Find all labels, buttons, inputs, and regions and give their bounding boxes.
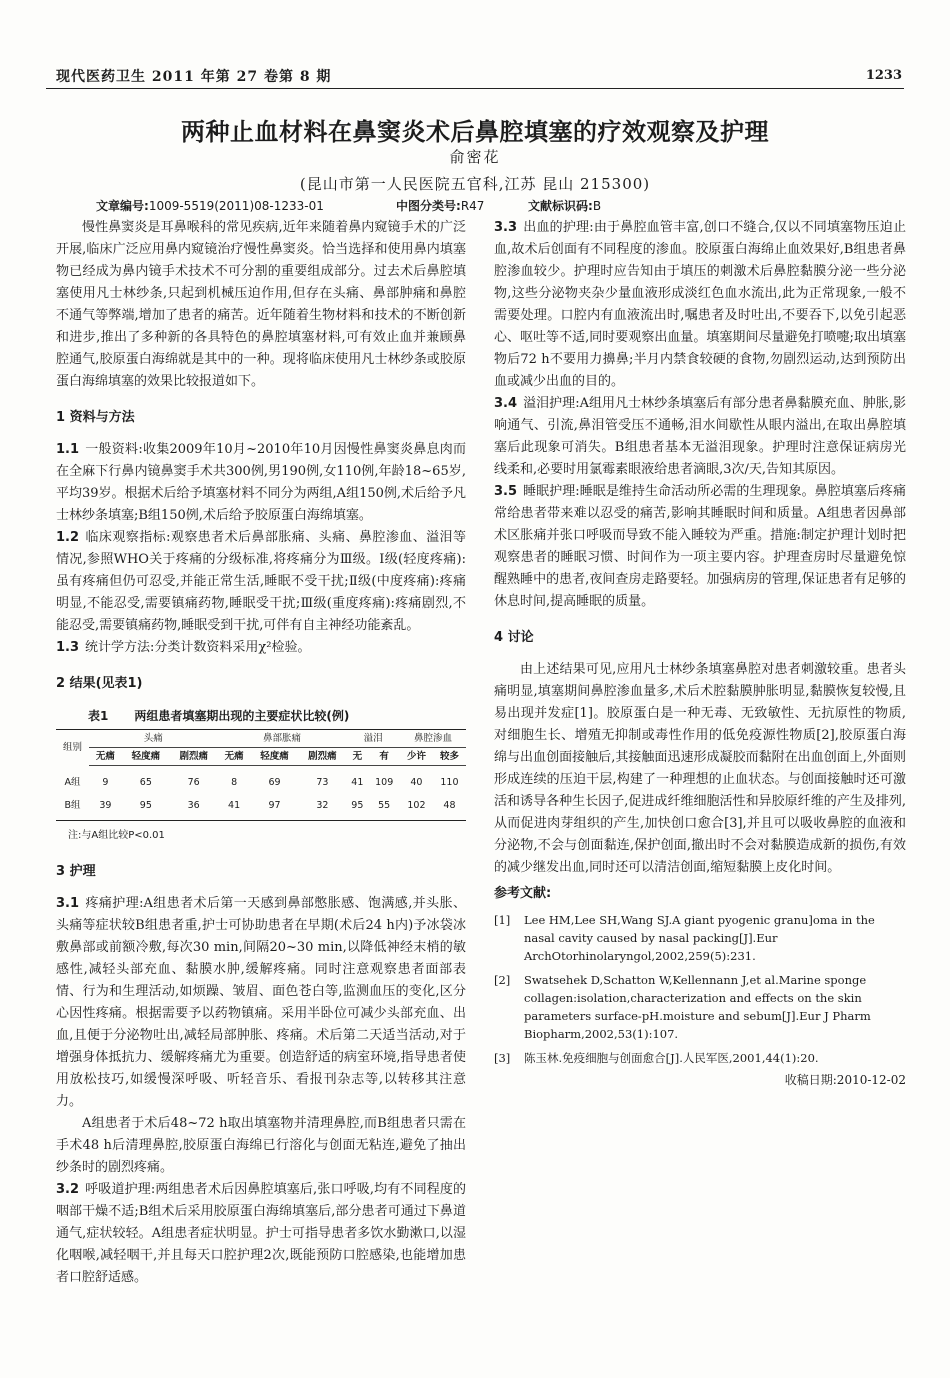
right-column	[494, 217, 906, 1091]
table-subheader: 有	[368, 748, 400, 766]
paragraph: 3.2 呼吸道护理:两组患者术后因鼻腔填塞后,张口呼吸,均有不同程度的咽部干燥不适;B组术后采用胶原蛋白海绵填塞后,部分患者可通过下鼻道通气,症状较轻。A组患者症状明显。护士可指导患者多饮水勤漱口,以湿化咽喉,减轻咽干,并且每天口腔护理2次,既能预防口腔感染,也能增加患者口腔舒适感。	[56, 1182, 466, 1285]
reference-item: [3] 陈玉林.免疫细胞与创面愈合[J].人民军医,2001,44(1):20.	[494, 1051, 819, 1065]
page-number: 1233	[865, 68, 902, 83]
paragraph: 1.2 临床观察指标:观察患者术后鼻部胀痛、头痛、鼻腔渗血、溢泪等情况,参照WHO关于疼痛的分级标准,将疼痛分为Ⅲ级。Ⅰ级(轻度疼痛):虽有疼痛但仍可忍受,并能正常生活,睡眠不受干扰;Ⅱ级(中度疼痛):疼痛明显,不能忍受,需要镇痛药物,睡眠受干扰;Ⅲ级(重度疼痛):疼痛剧烈,不能忍受,需要镇痛药物,睡眠受到干扰,可伴有自主神经功能紊乱。	[56, 530, 466, 633]
received-date: 收稿日期:2010-12-02	[784, 1073, 906, 1087]
table-header: 头痛	[89, 730, 218, 748]
section-heading: 4 讨论	[494, 630, 534, 645]
left-column	[56, 217, 466, 1289]
table-subheader: 无痛	[218, 748, 251, 766]
table-subheader: 无痛	[89, 748, 122, 766]
paragraph: 3.1 疼痛护理:A组患者术后第一天感到鼻部憋胀感、饱满感,并头胀、头痛等症状较B组患者重,护士可协助患者在早期(术后24 h内)予冰袋冰敷鼻部或前额冷敷,每次30 min,间隔20~30 min,以降低神经末梢的敏感性,减轻头部充血、黏膜水肿,缓解疼痛。同时注意观察患者面部表情、行为和生理活动,如烦躁、皱眉、面色苍白等,监测血压的变化,区分心因性疼痛。根据需要予以药物镇痛。采用半卧位可减少头部充血、出血,且便于分泌物吐出,减轻局部肿胀、疼痛。术后第二天适当活动,对于增强身体抵抗力、缓解疼痛尤为重要。创造舒适的病室环境,指导患者使用放松技巧,如缓慢深呼吸、听轻音乐、看报刊杂志等,以转移其注意力。	[56, 896, 466, 1109]
author: 俞密花	[449, 148, 501, 166]
table-subheader: 剧烈痛	[298, 748, 346, 766]
journal-name: 现代医药卫生 2011 年第 27 卷第 8 期	[56, 69, 332, 85]
reference-item: [1] Lee HM,Lee SH,Wang SJ.A giant pyogenic granu]oma in the nasal cavity caused by nasal packing[J].Eur ArchOtorhinolaryngol,2002,259(5):231.	[494, 913, 875, 963]
results-table	[56, 729, 466, 821]
section-heading: 3 护理	[56, 864, 96, 879]
running-header	[46, 62, 904, 89]
paragraph: A组患者于术后48~72 h取出填塞物并清理鼻腔,而B组患者只需在手术48 h后清理鼻腔,胶原蛋白海绵已行溶化与创面无粘连,避免了抽出纱条时的剧烈疼痛。	[56, 1116, 466, 1175]
article-title: 两种止血材料在鼻窦炎术后鼻腔填塞的疗效观察及护理	[181, 118, 769, 146]
paragraph: 1.1 一般资料:收集2009年10月~2010年10月因慢性鼻窦炎鼻息肉而在全麻下行鼻内镜鼻窦手术共300例,男190例,女110例,年龄18~65岁,平均39岁。根据术后给予填塞材料不同分为两组,A组150例,术后给予凡士林纱条填塞;B组150例,术后给予胶原蛋白海绵填塞。	[56, 442, 467, 523]
table-header: 鼻腔渗血	[400, 730, 466, 748]
table-group-header: 组别	[56, 730, 89, 766]
paragraph: 3.4 溢泪护理:A组用凡士林纱条填塞后有部分患者鼻黏膜充血、肿胀,影响通气、引流,鼻泪管受压不通畅,泪水间歇性从眼内溢出,在取出鼻腔填塞后此现象可消失。B组患者基本无溢泪现象。护理时注意保证病房光线柔和,必要时用氯霉素眼液给患者滴眼,3次/天,告知其原因。	[494, 396, 906, 477]
table-subheader: 轻度痛	[251, 748, 299, 766]
reference-item: [2] Swatsehek D,Schatton W,Kellennann J,et al.Marine sponge collagen:isolation,characterization and effects on the skin parameters surface-pH.moisture and sebum[J].Eur J Pharm Biopharm,2002,53(1):107.	[494, 973, 871, 1041]
table-row: B组 39 95 36 41 97 32 95 55 102 48	[56, 791, 466, 821]
table-header: 溢泪	[346, 730, 400, 748]
intro-paragraph: 慢性鼻窦炎是耳鼻喉科的常见疾病,近年来随着鼻内窥镜手术的广泛开展,临床广泛应用鼻内窥镜治疗慢性鼻窦炎。恰当选择和使用鼻内填塞物已经成为鼻内镜手术技术不可分割的重要组成部分。过去术后鼻腔填塞使用凡士林纱条,只起到机械压迫作用,但存在头痛、鼻部肿痛和鼻腔不通气等弊端,增加了患者的痛苦。近年随着生物材料和技术的不断创新和进步,推出了多种新的各具特色的鼻腔填塞材料,可有效止血并兼顾鼻腔通气,胶原蛋白海绵就是其中的一种。现将临床使用凡士林纱条或胶原蛋白海绵填塞的效果比较报道如下。	[56, 220, 466, 389]
discussion-paragraph: 由上述结果可见,应用凡士林纱条填塞鼻腔对患者刺激较重。患者头痛明显,填塞期间鼻腔渗血量多,术后术腔黏膜肿胀明显,黏膜恢复较慢,且易出现并发症[1]。胶原蛋白是一种无毒、无致敏性、无抗原性的物质,对细胞生长、增殖无抑制或毒性作用的低免疫源性物质[2],胶原蛋白海绵与出血创面接触后,其接触面迅速形成凝胶而黏附在出血创面上,外面则形成连续的压迫干层,构建了一种理想的止血状态。与创面接触时还可激活和诱导各种生长因子,促进成纤维细胞活性和异胶原纤维的产生及排列,从而促进肉芽组织的产生,加快创口愈合[3],并且可以吸收鼻腔的血液和分泌物,不会与创面黏连,保护创面,撤出时不会对黏膜造成新的损伤,有效的减少继发出血,同时还可以清洁创面,缩短黏膜上皮化时间。	[494, 662, 906, 875]
article-number: 文章编号:1009-5519(2011)08-1233-01	[96, 199, 324, 213]
paragraph: 3.5 睡眠护理:睡眠是维持生命活动所必需的生理现象。鼻腔填塞后疼痛常给患者带来难以忍受的痛苦,影响其睡眠时间和质量。A组患者因鼻部术区胀痛并张口呼吸而导致不能入睡较为严重。措施:制定护理计划时把观察患者的睡眠习惯、时间作为一项主要内容。护理查房时尽量避免惊醒熟睡中的患者,夜间查房走路要轻。加强病房的管理,保证患者有足够的休息时间,提高睡眠的质量。	[494, 484, 906, 609]
table-caption: 表1 两组患者填塞期出现的主要症状比较(例)	[88, 709, 350, 723]
affiliation: (昆山市第一人民医院五官科,江苏 昆山 215300)	[299, 175, 651, 193]
table-header: 鼻部胀痛	[218, 730, 347, 748]
references-heading: 参考文献:	[494, 886, 552, 901]
table-subheader: 剧烈痛	[170, 748, 218, 766]
table-subheader: 少许	[400, 748, 433, 766]
paragraph: 3.3 出血的护理:由于鼻腔血管丰富,创口不缝合,仅以不同填塞物压迫止血,故术后创面有不同程度的渗血。胶原蛋白海绵止血效果好,B组患者鼻腔渗血较少。护理时应告知由于填压的刺激术后鼻腔黏膜分泌一些分泌物,这些分泌物夹杂少量血液形成淡红色血水流出,此为正常现象,一般不需要处理。口腔内有血液流出时,嘱患者及时吐出,不要吞下,以免引起恶心、呕吐等不适,同时要观察出血量。填塞期间尽量避免打喷嚏;取出填塞物后72 h不要用力擤鼻;半月内禁食较硬的食物,勿剧烈运动,达到预防出血或减少出血的目的。	[494, 220, 906, 389]
table-note: 注:与A组比较P<0.01	[68, 830, 165, 841]
table-subheader: 较多	[433, 748, 466, 766]
clc-number: 中图分类号:R47	[396, 199, 485, 213]
table-row: A组 9 65 76 8 69 73 41 109 40 110	[64, 776, 459, 788]
table-subheader: 无	[346, 748, 368, 766]
document-code: 文献标识码:B	[528, 199, 602, 213]
section-heading: 1 资料与方法	[56, 410, 135, 425]
section-heading: 2 结果(见表1)	[56, 676, 143, 691]
table-subheader: 轻度痛	[122, 748, 170, 766]
paragraph: 1.3 统计学方法:分类计数资料采用χ²检验。	[56, 640, 311, 655]
